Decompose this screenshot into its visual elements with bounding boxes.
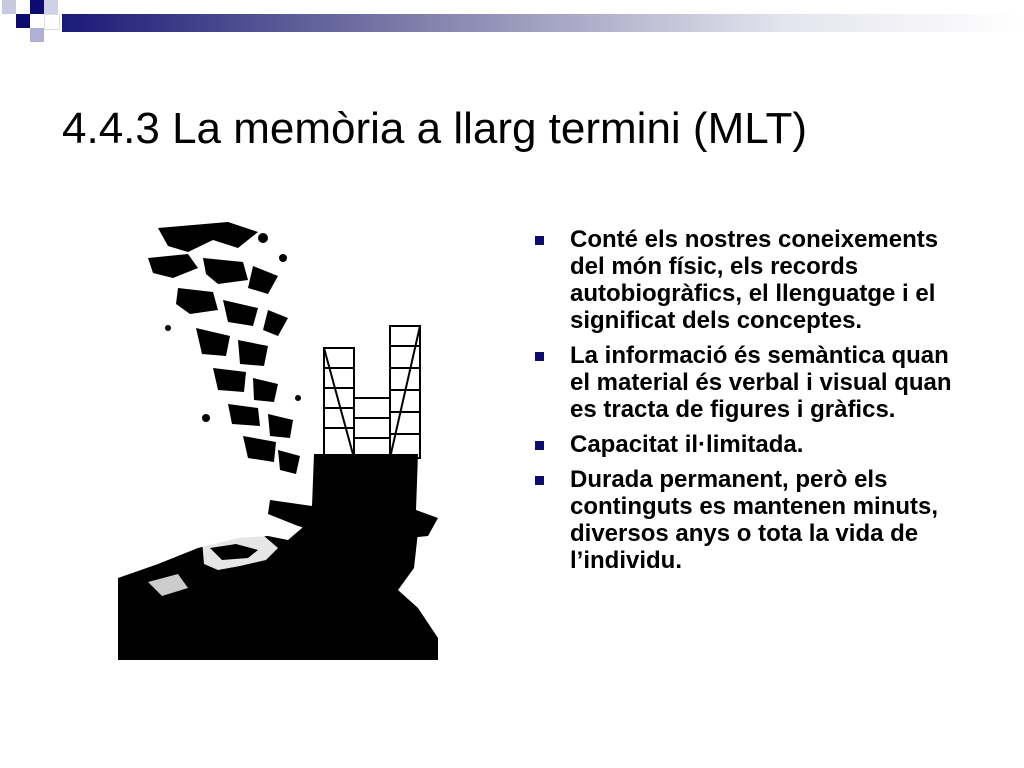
silhouette-man-top-hat-image <box>118 218 438 660</box>
bullet-text: La informació és semàntica quan el material és verbal i visual quan es tracta de figures i gràfics. <box>570 342 952 423</box>
bullet-item <box>529 342 974 423</box>
bullet-text: Durada permanent, però els continguts es mantenen minuts, diversos anys o tota la vida de l’individu. <box>570 466 939 574</box>
header-gradient-band <box>0 0 1024 46</box>
bullet-item <box>529 226 974 334</box>
bullet-text: Capacitat il·limitada. <box>570 431 804 458</box>
square-bullet-icon <box>535 441 544 450</box>
square-bullet-icon <box>535 352 544 361</box>
slide-title: 4.4.3 La memòria a llarg termini (MLT) <box>62 104 807 153</box>
square-bullet-icon <box>535 476 544 485</box>
corner-squares-decoration <box>0 0 80 60</box>
bullet-item <box>529 466 974 574</box>
square-bullet-icon <box>535 236 544 245</box>
bullet-item <box>529 431 974 458</box>
bullet-list <box>529 226 974 582</box>
bullet-text: Conté els nostres coneixements del món físic, els records autobiogràfics, el llenguatge i el significat dels conceptes. <box>570 226 939 334</box>
